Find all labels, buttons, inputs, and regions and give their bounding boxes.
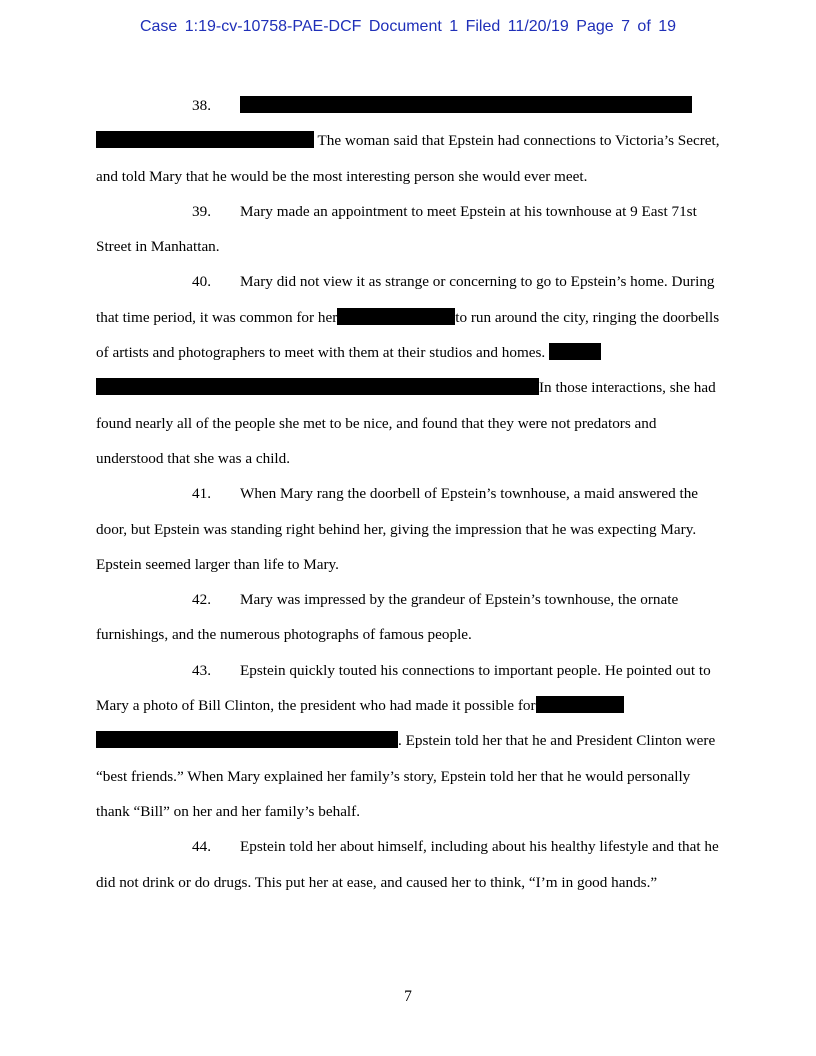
paragraph-42 xyxy=(96,582,720,653)
paragraph-39 xyxy=(96,194,720,265)
paragraph-43 xyxy=(96,653,720,829)
paragraph-text: When Mary rang the doorbell of Epstein’s townhouse, a maid answered the door, but Epstein was standing right behind her, giving the impression that he was expecting Mary. Epstein seemed larger than life to Mary. xyxy=(96,485,699,573)
paragraph-number: 44. xyxy=(192,838,211,856)
paragraph-text: Epstein quickly touted his connections to important people. He pointed out to Mary a photo of Bill Clinton, the president who had made it possible for xyxy=(96,661,711,715)
case-number: Case 1:19-cv-10758-PAE-DCF xyxy=(139,18,362,35)
redaction-block xyxy=(96,131,314,148)
paragraph-40 xyxy=(96,264,720,476)
paragraph-text: to run around the city, ringing the doorbells of artists and photographers to meet with them at their studios and homes. xyxy=(96,308,720,362)
paragraph-number: 39. xyxy=(192,202,211,220)
paragraph-number: 38. xyxy=(192,97,211,114)
filed-date: Filed 11/20/19 xyxy=(465,18,569,35)
paragraph-38 xyxy=(96,88,720,194)
case-header xyxy=(0,18,816,36)
paragraph-text: In those interactions, she had found nearly all of the people she met to be nice, and found that they were not predators and understood that she was a child. xyxy=(96,379,716,467)
page-footer xyxy=(0,988,816,1006)
paragraph-text: Mary made an appointment to meet Epstein at his townhouse at 9 East 71st Street in Manhattan. xyxy=(96,202,697,256)
paragraph-text: Mary did not view it as strange or concerning to go to Epstein’s home. During that time period, it was common for her xyxy=(96,273,715,326)
paragraph-number: 41. xyxy=(192,485,211,503)
paragraph-number: 40. xyxy=(192,273,211,291)
paragraph-41 xyxy=(96,476,720,582)
redaction-block xyxy=(536,696,624,713)
paragraph-text: The woman said that Epstein had connections to Victoria’s Secret, and told Mary that he would be the most interesting person she would ever meet. xyxy=(96,132,720,185)
redaction-block xyxy=(96,378,539,395)
redaction-block xyxy=(96,731,398,748)
paragraph-text: Epstein told her about himself, including about his healthy lifestyle and that he did not drink or do drugs. This put her at ease, and caused her to think, “I’m in good hands.” xyxy=(96,838,719,891)
paragraph-text: Mary was impressed by the grandeur of Epstein’s townhouse, the ornate furnishings, and the numerous photographs of famous people. xyxy=(96,591,679,644)
paragraph-text: . Epstein told her that he and President Clinton were “best friends.” When Mary explained her family’s story, Epstein told her that he would personally thank “Bill” on her and her family’s behalf. xyxy=(96,732,716,820)
redaction-block xyxy=(240,96,692,113)
redaction-block xyxy=(549,343,601,360)
page-indicator: Page 7 of 19 xyxy=(576,18,677,35)
document-body xyxy=(96,88,720,900)
redaction-block xyxy=(337,308,455,325)
page-number: 7 xyxy=(404,988,412,1005)
paragraph-number: 42. xyxy=(192,591,211,609)
document-number: Document 1 xyxy=(368,18,459,35)
paragraph-44 xyxy=(96,829,720,900)
paragraph-number: 43. xyxy=(192,661,211,679)
